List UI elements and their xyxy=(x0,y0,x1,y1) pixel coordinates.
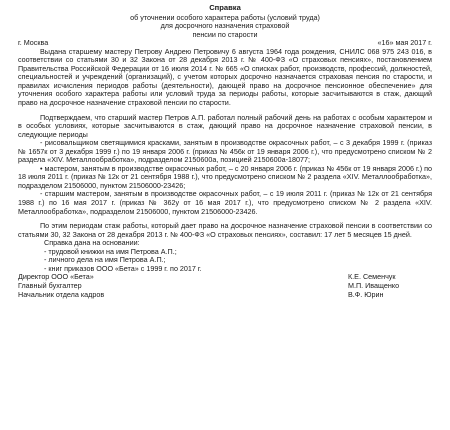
subtitle-line-2: для досрочного назначения страховой xyxy=(160,21,290,31)
period-item-3: - старшим мастером, занятым в производстве окрасочных работ, – с 19 июля 2011 г. (приказ № 12к от 21 сентября 1988 г.) по 16 мая 2017 г. (приказ № 362у от 16 мая 2017 г.), что предусмотрено списком № 2 раздела «XIV. Металлообработка», подразделом 21506000, пунктом 21506000-23426. xyxy=(18,189,432,216)
subtitle-line-3: пенсии по старости xyxy=(192,29,258,39)
signature-name: М.П. Иващенко xyxy=(348,280,400,290)
signature-position: Главный бухгалтер xyxy=(18,280,82,290)
period-item-1: - рисовальщиком светящимися красками, занятым в производстве окрасочных работ, – с 3 декабря 1999 г. (приказ № 1657к от 3 декабря 1999 г.) по 19 января 2006 г. (приказ № 456к от 19 января 2006 г.), что предусмотрено списком № 2 раздела «XIV. Металлообработка», подразделом 2150600а, позицией 2150600а-18077; xyxy=(18,138,432,165)
signature-name: К.Е. Семенчук xyxy=(348,272,396,282)
signature-name: В.Ф. Юрин xyxy=(348,289,384,299)
document-title: Справка xyxy=(209,3,241,12)
signature-position: Директор ООО «Бета» xyxy=(18,272,94,282)
basis-item-3: - книг приказов ООО «Бета» с 1999 г. по 2017 г. xyxy=(44,263,202,273)
paragraph-issued-to: Выдана старшему мастеру Петрову Андрею Петровичу 6 августа 1964 года рождения, СНИЛС 068 975 243 016, в соответствии со статьями 30 и 32 Закона от 28 декабря 2013 г. № 400-ФЗ «О страховых пенсиях», постановлением Правительства Российской Федерации от 16 июля 2014 г. № 665 «О списках работ, производств, профессий, должностей, специальностей и учреждений (организаций), с учетом которых досрочно назначается страховая пенсия по старости, и правилах исчисления периодов работы (деятельности), дающей право на досрочное пенсионное обеспечение» для уточнения особого характера работы или условий труда за периоды работы, которые засчитываются в стаж, дающий право на досрочное назначение страховой пенсии по старости. xyxy=(18,46,432,108)
signature-position: Начальник отдела кадров xyxy=(18,289,105,299)
city: г. Москва xyxy=(18,38,49,48)
signature-hr-head xyxy=(18,291,432,300)
period-item-2: • мастером, занятым в производстве окрасочных работ, – с 20 января 2006 г. (приказ № 456к от 19 января 2006 г.) по 18 июля 2011 г. (приказ № 12к от 21 сентября 1988 г.), что предусмотрено списком № 2 раздела «XIV. Металлообработка», подразделом 21506000, пунктом 21506000-23426; xyxy=(18,163,432,190)
basis-item-1: - трудовой книжки на имя Петрова А.П.; xyxy=(44,246,177,256)
basis-title: Справка дана на основании: xyxy=(44,238,140,248)
paragraph-confirmation: Подтверждаем, что старший мастер Петров А.П. работал полный рабочий день на работах с особым характером и в особых условиях, которые засчитываются в стаж, дающий право на досрочное назначение страховой пенсии, в следующие периоды xyxy=(18,112,432,139)
document-date: «16» мая 2017 г. xyxy=(377,38,432,48)
paragraph-total-service: По этим периодам стаж работы, который дает право на досрочное назначение страховой пенсии в соответствии со статьями 30, 32 Закона от 28 декабря 2013 г. № 400-ФЗ «О страховых пенсиях», составил: 17 лет 5 месяцев 15 дней. xyxy=(18,221,432,239)
basis-item-2: - личного дела на имя Петрова А.П.; xyxy=(44,255,166,265)
subtitle-line-1: об уточнении особого характера работы (условий труда) xyxy=(130,12,320,22)
